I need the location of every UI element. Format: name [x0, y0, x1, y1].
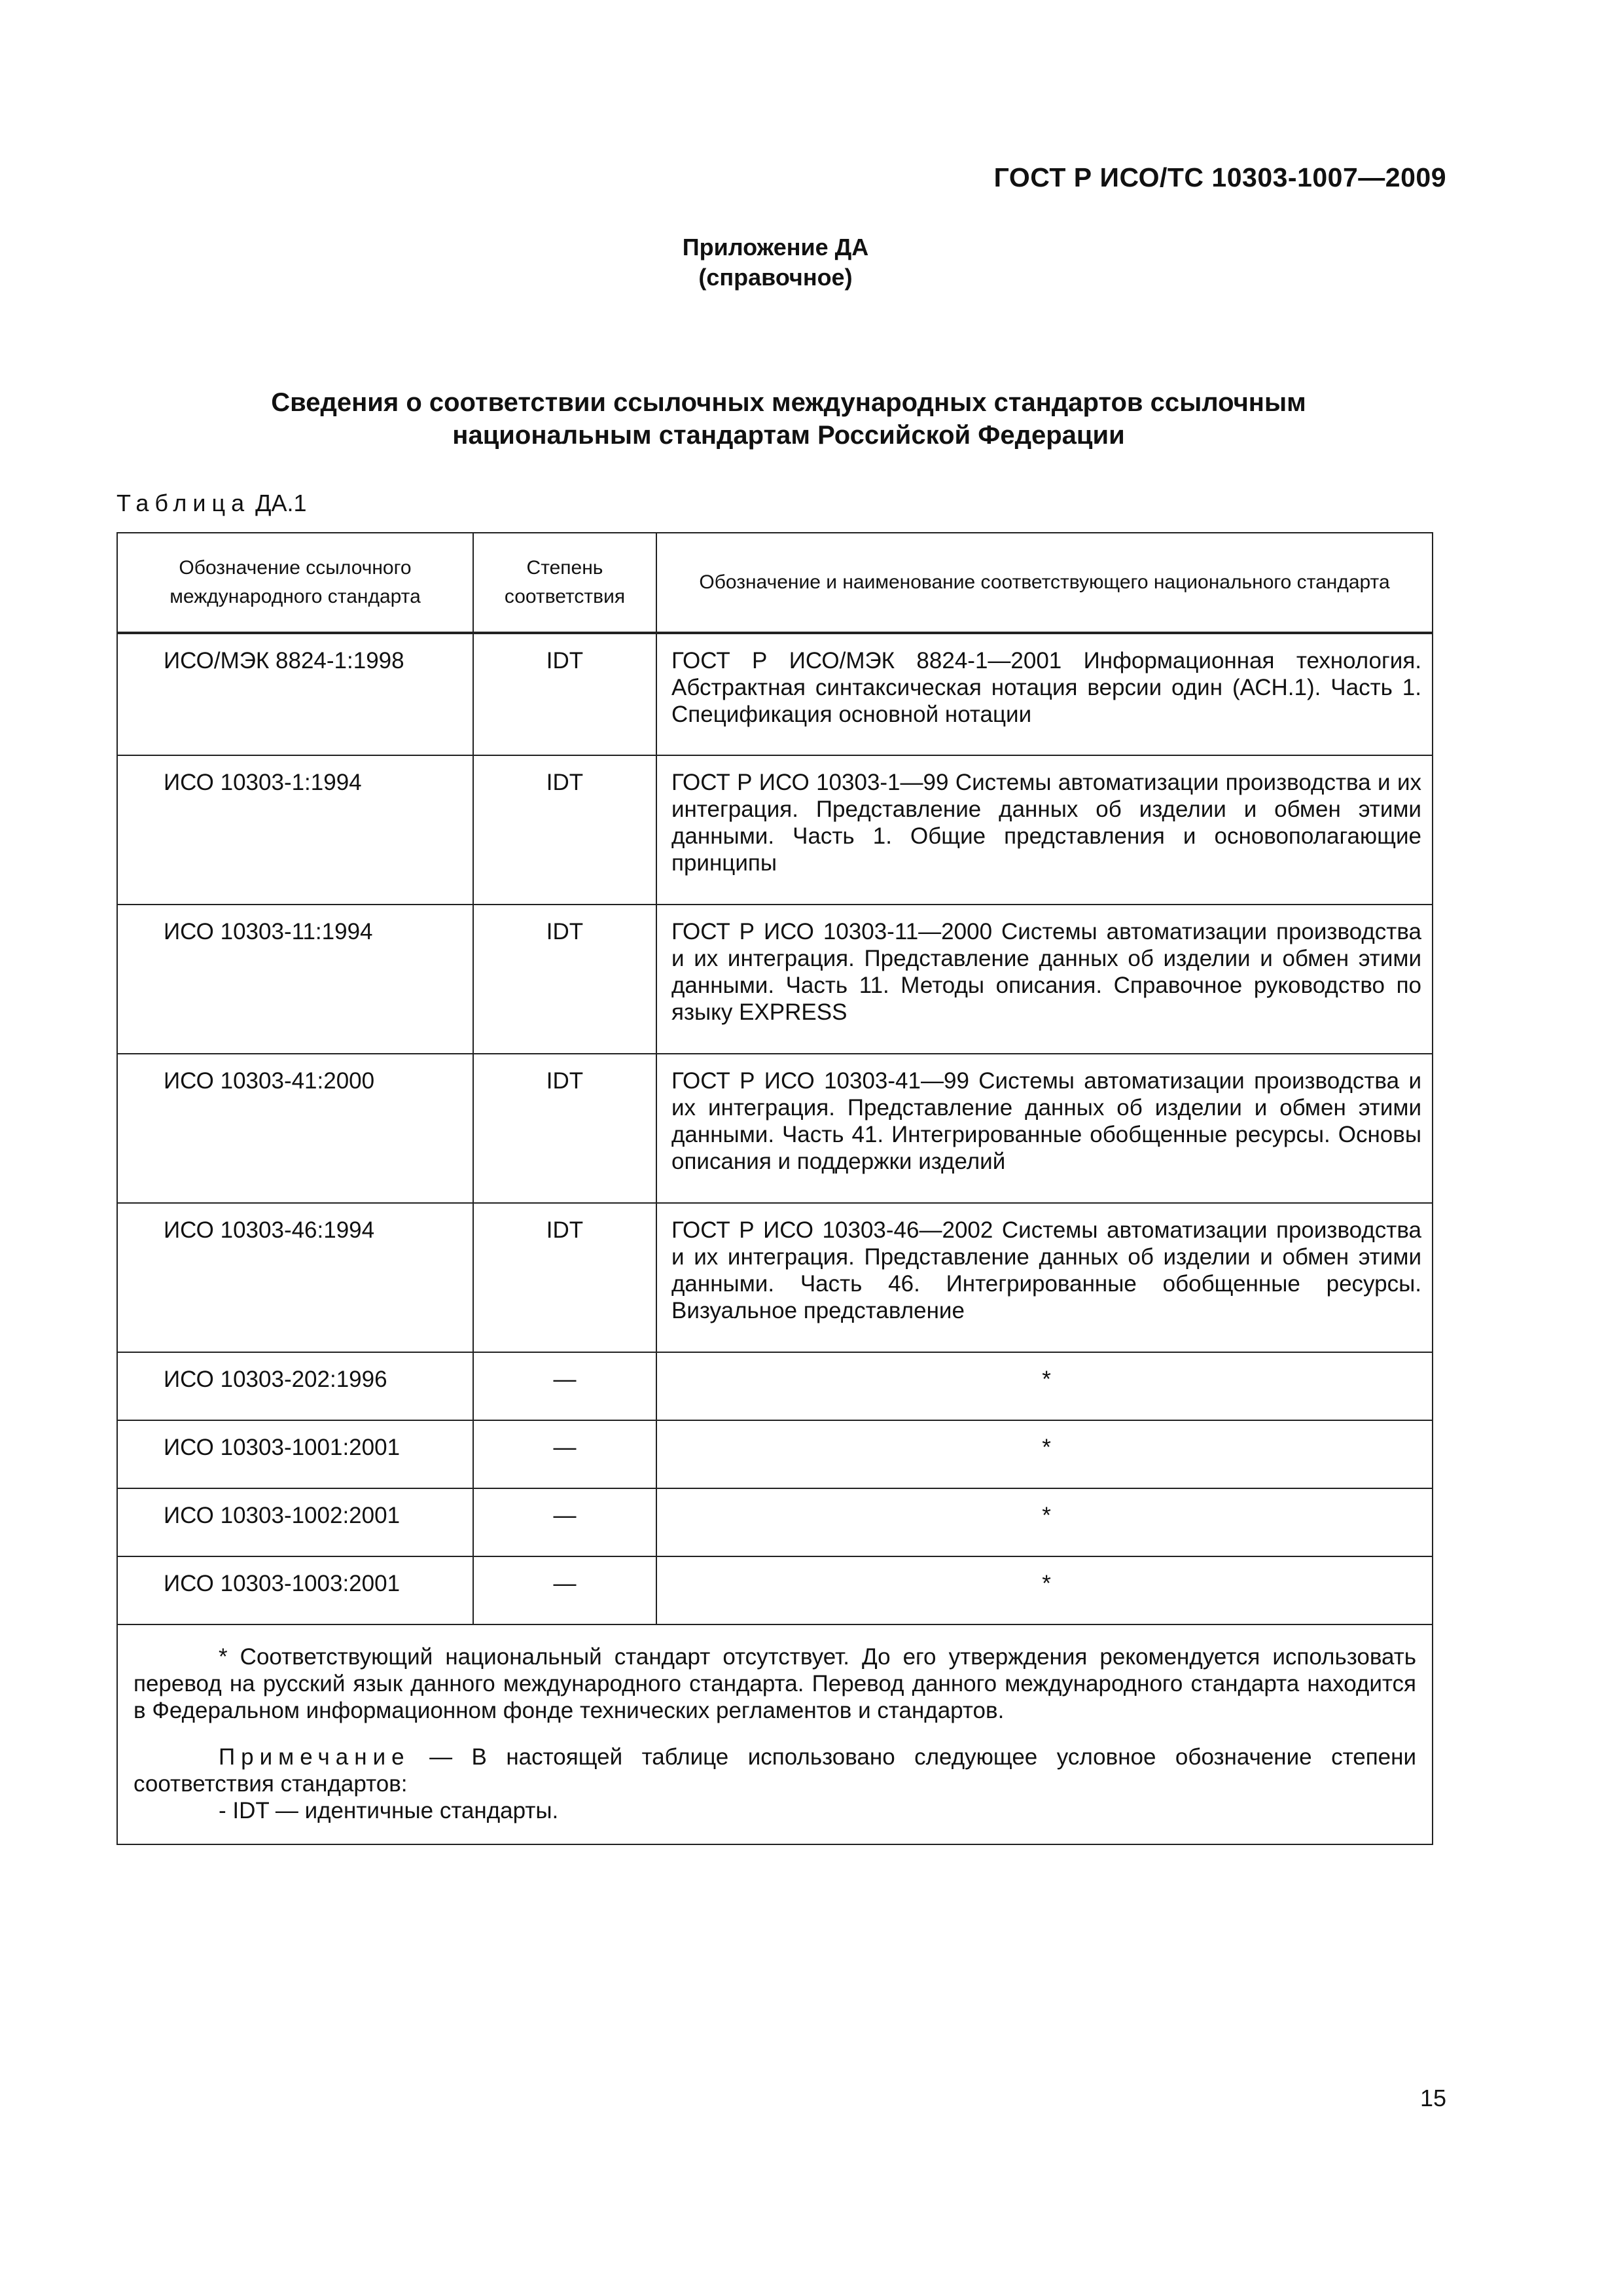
cell-international-standard: ИСО 10303-202:1996	[117, 1352, 473, 1420]
appendix-title: Приложение ДА	[682, 234, 869, 260]
table-row	[117, 1420, 1433, 1488]
cell-degree: —	[473, 1488, 656, 1556]
table-row	[117, 1054, 1433, 1203]
table-row	[117, 1556, 1433, 1624]
correspondence-table	[116, 532, 1433, 1845]
cell-national-standard: ГОСТ Р ИСО 10303-41—99 Системы автоматизации производства и их интеграция. Представление данных об изделии и обмен этими данными. Часть 41. Интегрированные обобщенные ресурсы. Основы описания и поддержки изделий	[656, 1054, 1433, 1203]
cell-international-standard: ИСО 10303-46:1994	[117, 1203, 473, 1352]
cell-international-standard: ИСО 10303-11:1994	[117, 905, 473, 1054]
cell-national-standard: ГОСТ Р ИСО 10303-1—99 Системы автоматизации производства и их интеграция. Представление данных об изделии и обмен этими данными. Часть 1. Общие представления и основополагающие принципы	[656, 755, 1433, 905]
section-title-line1: Сведения о соответствии ссылочных международных стандартов ссылочным	[271, 388, 1306, 417]
appendix-heading	[0, 232, 1551, 293]
cell-national-standard: *	[656, 1352, 1433, 1420]
cell-international-standard: ИСО 10303-1003:2001	[117, 1556, 473, 1624]
document-code: ГОСТ Р ИСО/ТС 10303-1007—2009	[993, 162, 1446, 192]
section-title-line2: национальным стандартам Российской Федерации	[452, 421, 1125, 450]
cell-national-standard: ГОСТ Р ИСО 10303-11—2000 Системы автоматизации производства и их интеграция. Представление данных об изделии и обмен этими данными. Часть 11. Методы описания. Справочное руководство по языку EXPRESS	[656, 905, 1433, 1054]
cell-international-standard: ИСО 10303-1:1994	[117, 755, 473, 905]
header-national-standard: Обозначение и наименование соответствующего национального стандарта	[656, 533, 1433, 633]
cell-international-standard: ИСО 10303-41:2000	[117, 1054, 473, 1203]
cell-national-standard: *	[656, 1556, 1433, 1624]
table-row	[117, 633, 1433, 755]
cell-international-standard: ИСО 10303-1001:2001	[117, 1420, 473, 1488]
cell-national-standard: *	[656, 1420, 1433, 1488]
table-row	[117, 1488, 1433, 1556]
header-international-standard: Обозначение ссылочного международного стандарта	[117, 533, 473, 633]
cell-national-standard: ГОСТ Р ИСО 10303-46—2002 Системы автоматизации производства и их интеграция. Представление данных об изделии и обмен этими данными. Часть 46. Интегрированные обобщенные ресурсы. Визуальное представление	[656, 1203, 1433, 1352]
table-footnote-cell	[117, 1624, 1433, 1844]
table-caption-word: Таблица	[116, 490, 251, 516]
note-paragraph	[134, 1744, 1416, 1797]
table-caption-id: ДА.1	[255, 490, 307, 516]
cell-degree: —	[473, 1420, 656, 1488]
note-text: — В настоящей таблице использовано следующее условное обозначение степени соответствия стандартов:	[134, 1744, 1416, 1797]
cell-national-standard: *	[656, 1488, 1433, 1556]
header-degree: Степень соответствия	[473, 533, 656, 633]
note-item: - IDT — идентичные стандарты.	[219, 1798, 559, 1823]
page-number: 15	[1419, 2085, 1446, 2111]
cell-international-standard: ИСО/МЭК 8824-1:1998	[117, 633, 473, 755]
table-footer-row	[117, 1624, 1433, 1844]
table-row	[117, 1352, 1433, 1420]
cell-degree: IDT	[473, 1054, 656, 1203]
appendix-kind: (справочное)	[698, 264, 853, 291]
table-row	[117, 1203, 1433, 1352]
cell-degree: IDT	[473, 633, 656, 755]
cell-degree: —	[473, 1556, 656, 1624]
cell-degree: IDT	[473, 905, 656, 1054]
cell-international-standard: ИСО 10303-1002:2001	[117, 1488, 473, 1556]
note-word: Примечание	[219, 1744, 410, 1770]
footnote-text: * Соответствующий национальный стандарт отсутствует. До его утверждения рекомендуется использовать перевод на русский язык данного международного стандарта. Перевод данного международного стандарта находится в Федеральном информационном фонде технических регламентов и стандартов.	[134, 1644, 1416, 1723]
table-row	[117, 905, 1433, 1054]
table-row	[117, 755, 1433, 905]
cell-degree: IDT	[473, 1203, 656, 1352]
table-caption	[116, 490, 307, 517]
cell-degree: —	[473, 1352, 656, 1420]
section-title	[131, 386, 1446, 452]
cell-national-standard: ГОСТ Р ИСО/МЭК 8824-1—2001 Информационная технология. Абстрактная синтаксическая нотация версии один (АСН.1). Часть 1. Спецификация основной нотации	[656, 633, 1433, 755]
table-header-row	[117, 533, 1433, 633]
cell-degree: IDT	[473, 755, 656, 905]
